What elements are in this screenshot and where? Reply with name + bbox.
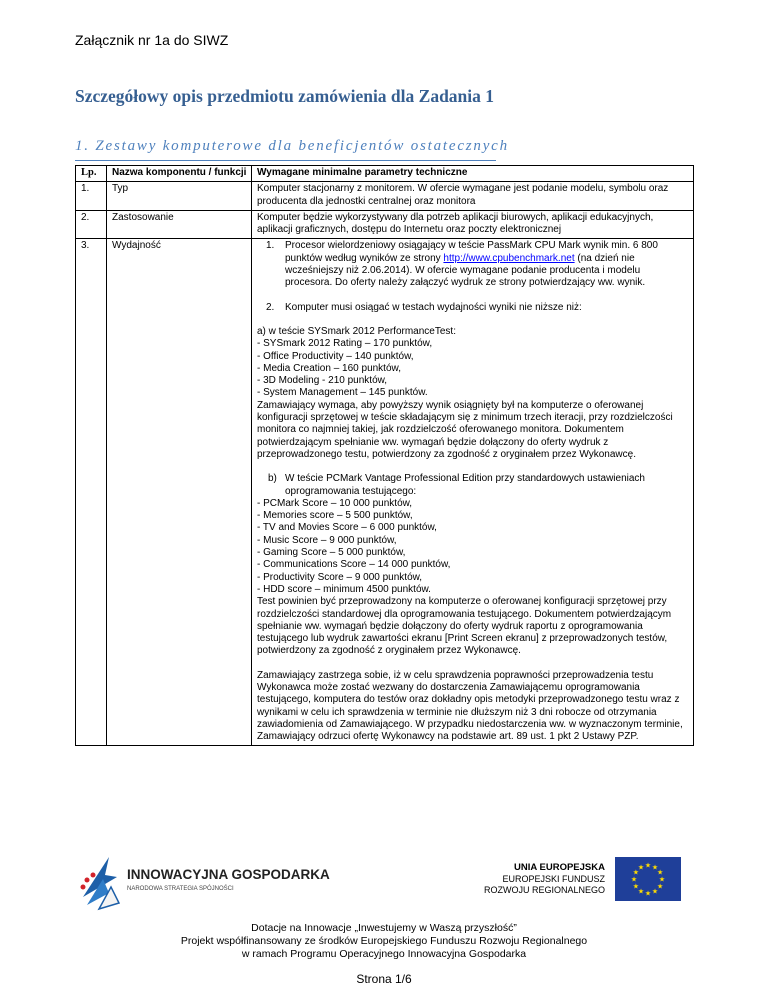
eu-star-icon: ★ bbox=[658, 875, 666, 884]
sysmark-note: Zamawiający wymaga, aby powyższy wynik osiągnięty był na komputerze o oferowanej konfiguracji sprzętowej w teście składającym się z minimum trzech iteracji, przy rozdzielczości monitora co najmniej takiej, jak rozdzielczość oferowanego monitora. Dokumentem potwierdzającym spełnianie ww. wymagań będzie dołączony do oferty wydruk z przeprowadzonego testu, potwierdzony za zgodność z oryginałem przez Wykonawcę. bbox=[257, 399, 673, 460]
item-text: Procesor wielordzeniowy osiągający w teście PassMark CPU Mark wynik min. 6 800 punktów według wyników ze strony bbox=[285, 240, 658, 264]
eu-line-2: EUROPEJSKI FUNDUSZ bbox=[502, 874, 605, 884]
ig-logo-name: INNOWACYJNA GOSPODARKA bbox=[127, 867, 330, 882]
cpubenchmark-link[interactable]: http://www.cpubenchmark.net bbox=[443, 252, 575, 264]
ig-logo-sub: NARODOWA STRATEGIA SPÓJNOŚCI bbox=[127, 886, 234, 892]
pcmark-block bbox=[257, 473, 689, 657]
eu-flag-icon bbox=[615, 857, 681, 901]
footer-line: Dotacje na Innowacje „Inwestujemy w Waszą przyszłość” bbox=[251, 922, 517, 934]
row-number: 3. bbox=[76, 239, 107, 746]
section-heading: 1. Zestawy komputerowe dla beneficjentów ostatecznych bbox=[75, 138, 509, 154]
eu-star-icon: ★ bbox=[656, 868, 664, 877]
row-requirement-text: Komputer będzie wykorzystywany dla potrzeb aplikacji biurowych, aplikacji edukacyjnych, aplikacji graficznych, dostępu do Internetu oraz poczty elektronicznej bbox=[252, 210, 694, 239]
item-number: 1. bbox=[266, 240, 275, 252]
eu-line-1: UNIA EUROPEJSKA bbox=[514, 862, 605, 873]
eu-line-3: ROZWOJU REGIONALNEGO bbox=[483, 885, 605, 895]
pcmark-intro-text: W teście PCMark Vantage Professional Edition przy standardowych ustawieniach oprogramowania testującego: bbox=[285, 473, 645, 497]
spec-table bbox=[75, 165, 694, 746]
pcmark-score: - Music Score – 9 000 punktów, bbox=[257, 534, 397, 546]
requirement-item-2 bbox=[257, 302, 689, 314]
footer-line: Projekt współfinansowany ze środków Europejskiego Funduszu Rozwoju Regionalnego bbox=[180, 935, 588, 947]
eu-star-icon: ★ bbox=[651, 887, 659, 896]
header-component: Nazwa komponentu / funkcji bbox=[107, 166, 252, 182]
table-row bbox=[76, 239, 694, 746]
sysmark-score: - Office Productivity – 140 punktów, bbox=[257, 350, 414, 362]
sysmark-block bbox=[257, 326, 689, 461]
closing-note: Zamawiający zastrzega sobie, iż w celu sprawdzenia poprawności przeprowadzenia testu Wykonawca może zostać wezwany do dostarczenia Zamawiającemu oprogramowania testującego, komputera do testów oraz dokładny opis metodyki przeprowadzonego testu wraz z wynikami w celu ich sprawdzenia w terminie nie dłuższym niż 3 dni robocze od otrzymania zawiadomienia od Zamawiającego. W przypadku niedostarczenia ww. w wyznaczonym terminie, Zamawiający odrzuci ofertę Wykonawcy na podstawie art. 89 ust. 1 pkt 2 Ustawy PZP. bbox=[257, 669, 683, 743]
table-header-row bbox=[76, 166, 694, 182]
header-requirements: Wymagane minimalne parametry techniczne bbox=[252, 166, 694, 182]
header-lp: Lp. bbox=[76, 166, 107, 182]
pcmark-score: - Gaming Score – 5 000 punktów, bbox=[257, 547, 406, 559]
footer-logos bbox=[75, 853, 693, 915]
eu-star-icon: ★ bbox=[630, 875, 638, 884]
eu-star-icon: ★ bbox=[637, 863, 645, 872]
pcmark-score: - Memories score – 5 500 punktów, bbox=[257, 510, 413, 522]
row-requirement-text: Komputer stacjonarny z monitorem. W ofercie wymagane jest podanie modelu, symbolu oraz producenta dla jednostki centralnej oraz monitora bbox=[252, 182, 694, 211]
pcmark-intro bbox=[257, 473, 689, 498]
sysmark-score: - 3D Modeling - 210 punktów, bbox=[257, 375, 388, 387]
eu-star-icon: ★ bbox=[644, 889, 652, 898]
row-component-name: Zastosowanie bbox=[107, 210, 252, 239]
item-text-continued: (na dzień nie wcześniejszy niż 2.06.2014). W ofercie wymagane podanie producenta i modelu procesora. Do oferty należy załączyć wydruk ze strony potwierdzający ww. wynik. bbox=[285, 252, 646, 289]
requirement-item-1 bbox=[257, 240, 689, 289]
pcmark-score: - TV and Movies Score – 6 000 punktów, bbox=[257, 522, 437, 534]
page-number: Strona 1/6 bbox=[356, 972, 412, 986]
innowacyjna-gospodarka-logo bbox=[81, 857, 331, 909]
row-requirement-cell bbox=[252, 239, 694, 746]
pcmark-score: - Productivity Score – 9 000 punktów, bbox=[257, 571, 423, 583]
item-number: 2. bbox=[266, 301, 275, 313]
sysmark-score: - SYSmark 2012 Rating – 170 punktów, bbox=[257, 338, 433, 350]
eu-star-icon: ★ bbox=[656, 882, 664, 891]
footer bbox=[0, 922, 768, 961]
logo-strip bbox=[75, 853, 693, 915]
eu-star-icon: ★ bbox=[644, 861, 652, 870]
row-component-name: Typ bbox=[107, 182, 252, 211]
eu-star-icon: ★ bbox=[632, 868, 640, 877]
table-row bbox=[76, 210, 694, 239]
pcmark-score: - Communications Score – 14 000 punktów, bbox=[257, 559, 451, 571]
footer-line: w ramach Programu Operacyjnego Innowacyjna Gospodarka bbox=[241, 948, 527, 960]
eu-star-icon: ★ bbox=[637, 887, 645, 896]
row-number: 2. bbox=[76, 210, 107, 239]
eu-fund-text bbox=[484, 862, 606, 895]
page-title: Szczegółowy opis przedmiotu zamówienia dla Zadania 1 bbox=[75, 86, 495, 106]
pcmark-score: - HDD score – minimum 4500 punktów. bbox=[257, 583, 431, 595]
row-number: 1. bbox=[76, 182, 107, 211]
eu-star-icon: ★ bbox=[632, 882, 640, 891]
table-row bbox=[76, 182, 694, 211]
sysmark-score: - Media Creation – 160 punktów, bbox=[257, 362, 401, 374]
row-component-name: Wydajność bbox=[107, 239, 252, 746]
pcmark-label: b) bbox=[268, 473, 277, 485]
section-underline bbox=[75, 160, 496, 161]
eu-star-icon: ★ bbox=[651, 863, 659, 872]
pcmark-score: - PCMark Score – 10 000 punktów, bbox=[257, 497, 413, 509]
sysmark-intro: a) w teście SYSmark 2012 PerformanceTest: bbox=[257, 325, 456, 337]
item-text: Komputer musi osiągać w testach wydajności wyniki nie niższe niż: bbox=[285, 301, 582, 313]
attachment-header: Załącznik nr 1a do SIWZ bbox=[75, 32, 229, 48]
sysmark-score: - System Management – 145 punktów. bbox=[257, 387, 428, 399]
pcmark-note: Test powinien być przeprowadzony na komputerze o oferowanej konfiguracji sprzętowej przy rozdzielczości standardowej dla oprogramowania testującego. Dokumentem potwierdzającym spełnianie ww. wymagań będzie dołączony do oferty wydruk raportu z oprogramowania testującego lub wydruk zawartości ekranu [Print Screen ekranu] z przeprowadzonych testów, potwierdzony za zgodność z oryginałem przez Wykonawcę. bbox=[257, 596, 672, 657]
